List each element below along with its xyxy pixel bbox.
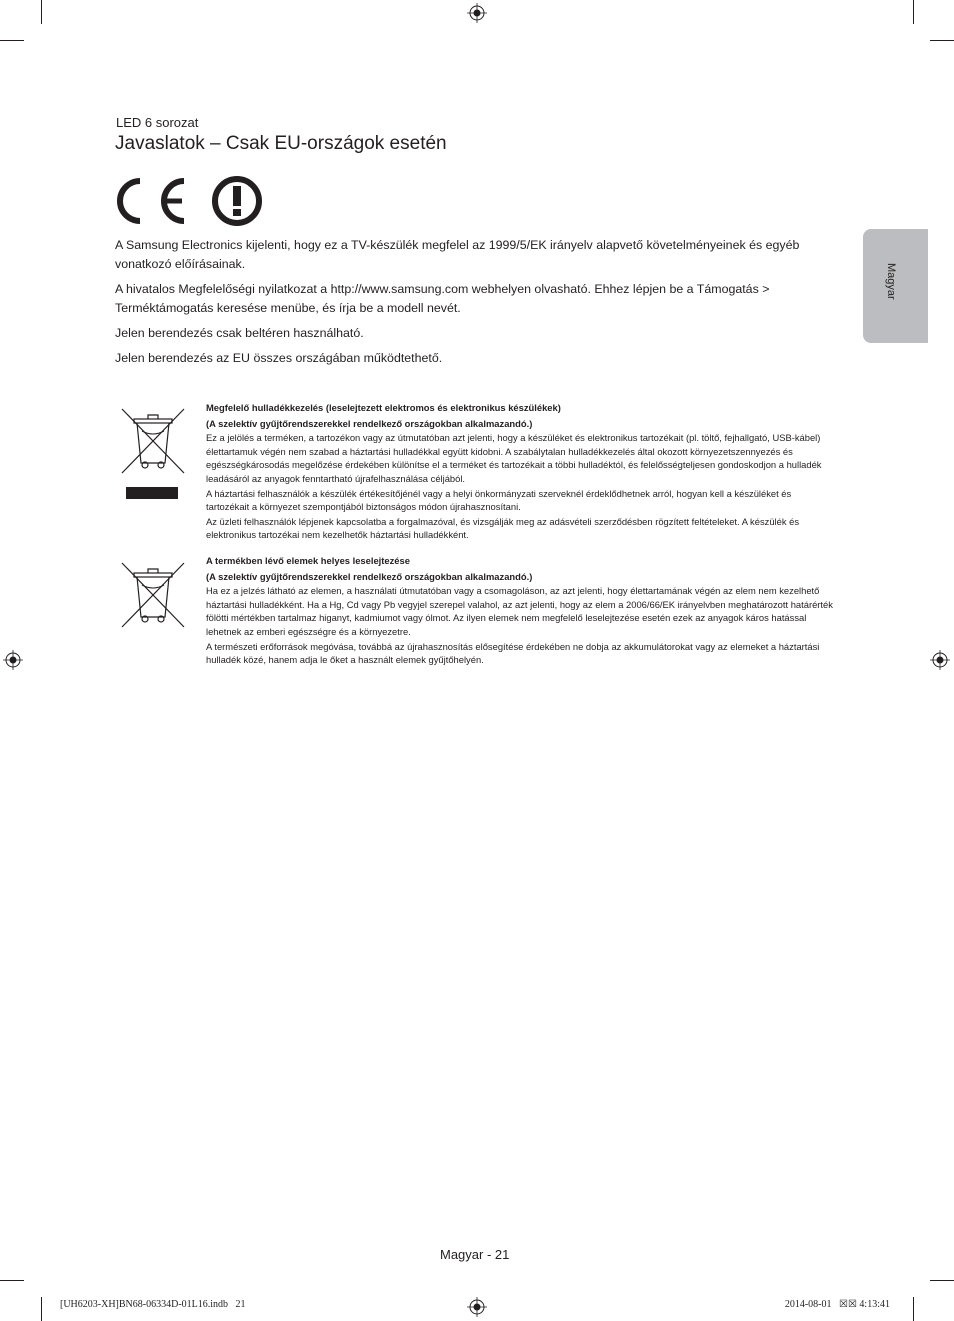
battery-paragraph: A természeti erőforrások megóvása, továbbá az újrahasznosítás elősegítése érdekében ne dobja az akkumulátorokat vagy az elemeket a háztartási hulladék közé, hanem adja le őket a használt elemek gyűjtőhelyén. (206, 640, 820, 666)
page-number: Magyar - 21 (440, 1247, 510, 1262)
crop-mark (41, 0, 42, 24)
weee-section (206, 401, 834, 542)
page-title: Javaslatok – Csak EU-országok esetén (115, 133, 447, 154)
crop-mark (0, 1280, 24, 1281)
registration-mark-icon (467, 1297, 487, 1317)
declaration-link-paragraph: A hivatalos Megfelelőségi nyilatkozat a http://www.samsung.com webhelyen olvasható. Ehhez lépjen be a Támogatás > Terméktámogatás keresése menübe, és írja be a modell nevét. (115, 282, 770, 315)
weee-subheading: (A szelektív gyűjtőrendszerekkel rendelkező országokban alkalmazandó.) (206, 417, 533, 429)
ce-mark-icon (120, 181, 184, 221)
crop-mark (0, 40, 24, 41)
weee-heading: Megfelelő hulladékkezelés (leselejtezett elektromos és elektronikus készülékek) (206, 402, 561, 413)
crop-mark (930, 1280, 954, 1281)
print-slug-date: 2014-08-01 ☒☒ 4:13:41 (784, 1299, 890, 1310)
registration-mark-icon (930, 650, 950, 670)
eu-use-paragraph: Jelen berendezés az EU összes országában működtethető. (115, 351, 443, 365)
declaration-paragraph: A Samsung Electronics kijelenti, hogy ez a TV-készülék megfelel az 1999/5/EK irányelv alapvető követelményeinek és egyéb vonatkozó előírásainak. (115, 238, 800, 271)
crop-mark (913, 1297, 914, 1321)
language-tab (863, 229, 928, 343)
certification-marks (114, 175, 266, 227)
weee-bin-icon (120, 407, 186, 501)
alert-mark-icon (215, 179, 259, 223)
crop-mark (41, 1297, 42, 1321)
battery-section (206, 554, 834, 667)
crop-mark (930, 40, 954, 41)
crop-mark (913, 0, 914, 24)
weee-paragraph: Ez a jelölés a terméken, a tartozékon vagy az útmutatóban azt jelenti, hogy a készüléket és elektronikus tartozékait (pl. töltő, fejhallgató, USB-kábel) élettartamuk végén nem szabad a háztartási hulladékkal együtt kidobni. A szabálytalan hulladékkezelés által okozott környezetszennyezés és egészségkárosodás megelőzése érdekében különítse el a terméket és tartozékait a többi hulladéktól, és felelősségteljesen gondoskodjon a hulladék leadásáról az anyagok fenntartható újrafelhasználása céljából. (206, 432, 822, 484)
registration-mark-icon (467, 3, 487, 23)
language-tab-label: Magyar (885, 263, 897, 300)
weee-paragraph: Az üzleti felhasználók lépjenek kapcsolatba a forgalmazóval, és vizsgálják meg az adásvételi szerződésben rögzített feltételeket. A készülék és elektronikus tartozékai nem kezelhetők háztartási hulladékként. (206, 515, 800, 541)
battery-subheading: (A szelektív gyűjtőrendszerekkel rendelkező országokban alkalmazandó.) (206, 570, 533, 582)
indoor-use-paragraph: Jelen berendezés csak beltéren használható. (115, 326, 364, 340)
battery-heading: A termékben lévő elemek helyes leselejtezése (206, 555, 410, 566)
battery-paragraph: Ha ez a jelzés látható az elemen, a használati útmutatóban vagy a csomagoláson, az azt jelenti, hogy élettartamának végén az elem nem kezelhető háztartási hulladékként. Ha a Hg, Cd vagy Pb vegyjel szerepel valahol, az azt jelenti, hogy az elem a 2006/66/EK irányelvben meghatározott határérték fölötti mértékben tartalmaz higanyt, kadmiumot vagy ólmot. Az ilyen elemek nem megfelelő leselejtezése esetén ezek az anyagok káros hatással lehetnek az emberi egészségre és a környezetre. (206, 585, 833, 637)
intro-text (115, 236, 835, 374)
weee-paragraph: A háztartási felhasználók a készülék értékesítőjénél vagy a helyi önkormányzati szerveknél érdeklődhetnek arról, hogyan kell a készüléket és tartozékait a környezet szempontjából biztonságos módon újrahasznosítani. (206, 487, 792, 513)
battery-bin-icon (120, 561, 186, 629)
registration-mark-icon (3, 650, 23, 670)
print-slug-file: [UH6203-XH]BN68-06334D-01L16.indb 21 (60, 1299, 246, 1310)
series-label: LED 6 sorozat (116, 115, 199, 130)
